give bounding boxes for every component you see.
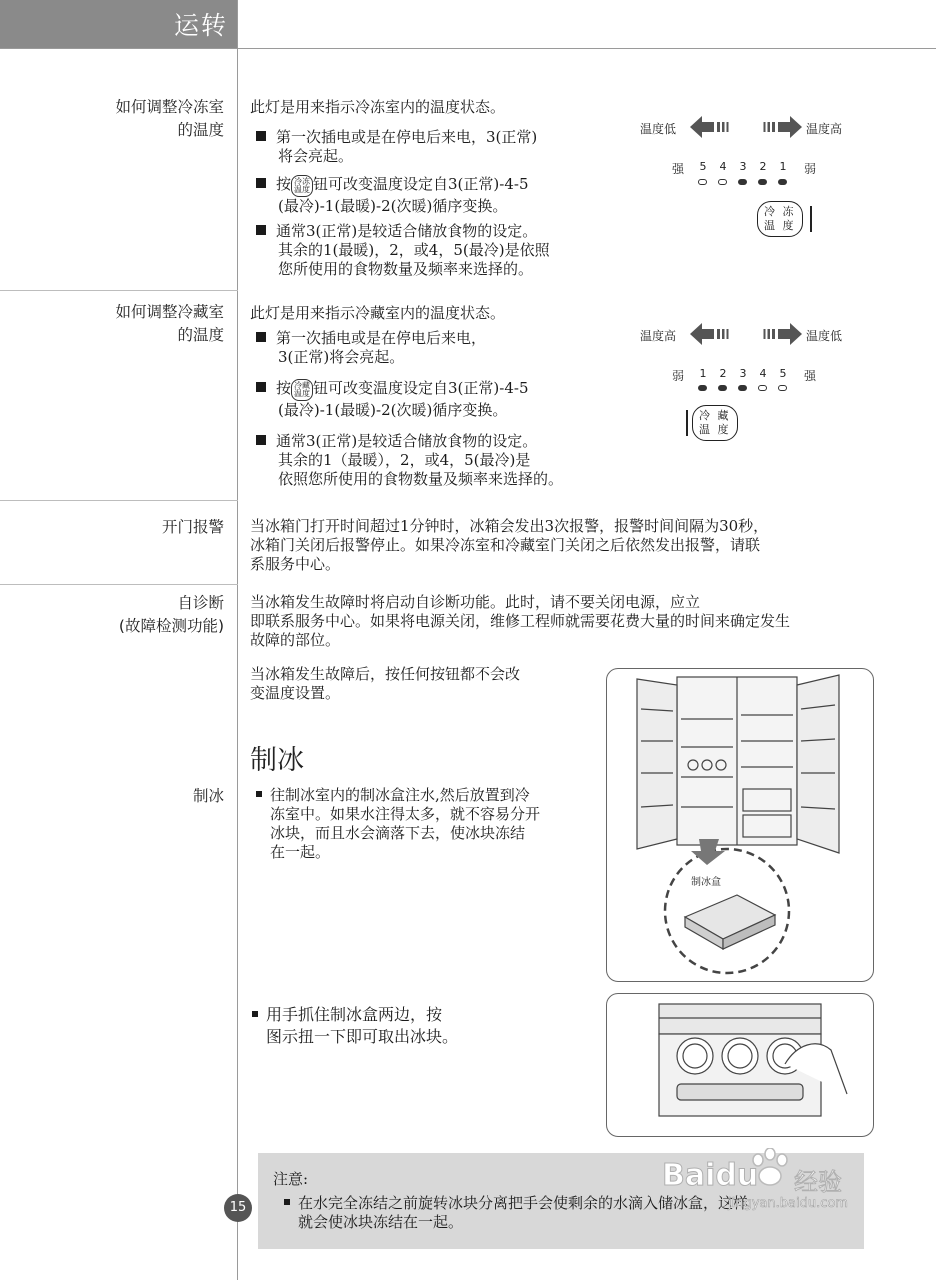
section-label-fridge (115, 301, 224, 347)
ice-tray-label: 制冰盒 (691, 877, 721, 888)
ice-twist-illustration (607, 994, 873, 1136)
page-title: 运转 (173, 11, 228, 40)
fridge-level-label: 5 (779, 367, 787, 380)
fridge-level-dot (758, 385, 767, 391)
fridge-level-label: 4 (759, 367, 767, 380)
freezer-strong-label: 强 (672, 162, 685, 176)
freezer-level-dot (778, 179, 787, 185)
section-label-ice: 制冰 (192, 787, 224, 805)
fridge-temp-key-icon: 冷藏 温度 (291, 379, 313, 401)
label-line: 的温度 (177, 326, 224, 344)
freezer-level-dot (738, 179, 747, 185)
bullet-square (284, 1199, 290, 1205)
page-number: 15 (224, 1194, 252, 1222)
fridge-bullet-3: 通常3(正常)是较适合储放食物的设定。 其余的1（最暖），2，或4，5(最冷)是 依照您所使用的食物数量及频率来选择的。 (256, 432, 563, 489)
label-line: 的温度 (177, 121, 224, 139)
freezer-temp-button[interactable]: 冷 冻 温 度 (757, 201, 803, 237)
section-label-self-diagnosis (119, 592, 224, 638)
open-fridge-illustration (607, 669, 873, 981)
ice-section-title: 制冰 (250, 745, 304, 776)
label-line: (故障检测功能) (118, 617, 224, 635)
section-rule (0, 290, 238, 291)
fridge-weak-label: 弱 (672, 369, 685, 383)
label-line: 如何调整冷冻室 (115, 98, 224, 116)
door-alarm-text: 当冰箱门打开时间超过1分钟时，冰箱会发出3次报警，报警时间间隔为30秒， 冰箱门关闭后报警停止。如果冷冻室和冷藏室门关闭之后依然发出报警，请联 系服务中心。 (250, 517, 769, 573)
fridge-level-dot (778, 385, 787, 391)
bullet-square (256, 332, 266, 342)
self-diagnosis-note: 当冰箱发生故障后，按任何按钮都不会改 变温度设置。 (250, 665, 521, 702)
arrow-right-icon (762, 116, 802, 138)
freezer-button-indicator (810, 206, 812, 232)
freezer-level-label: 2 (759, 160, 767, 173)
freezer-temp-key-icon: 冷冻 温度 (291, 175, 313, 197)
fridge-level-label: 3 (739, 367, 747, 380)
bullet-square (256, 131, 266, 141)
arrow-right-icon (762, 323, 802, 345)
fridge-level-label: 1 (699, 367, 707, 380)
fridge-strong-label: 强 (804, 369, 817, 383)
bullet-square (256, 225, 266, 235)
bullet-square (256, 178, 266, 188)
column-divider (237, 0, 238, 1280)
section-label-freezer (115, 96, 224, 142)
freezer-level-label: 1 (779, 160, 787, 173)
section-rule (0, 500, 238, 501)
section-label-door-alarm: 开门报警 (161, 518, 224, 536)
fridge-intro: 此灯是用来指示冷藏室内的温度状态。 (250, 304, 506, 322)
freezer-level-label: 4 (719, 160, 727, 173)
fridge-bullet-2: 按 冷藏 温度 钮可改变温度设定自3(正常)-4-5 (最冷)-1(最暖)-2(次暖)循序变换。 (256, 379, 529, 420)
freezer-intro: 此灯是用来指示冷冻室内的温度状态。 (250, 98, 506, 116)
freezer-level-dot (718, 179, 727, 185)
bullet-square (252, 1011, 258, 1017)
fridge-button-indicator (686, 410, 688, 436)
section-rule (0, 584, 238, 585)
fridge-level-label: 2 (719, 367, 727, 380)
label-line: 自诊断 (177, 594, 224, 612)
header-divider (0, 48, 936, 49)
watermark-brand: Baidu (662, 1158, 759, 1193)
fridge-temp-button[interactable]: 冷 藏 温 度 (692, 405, 738, 441)
watermark-suffix: 经验 (794, 1168, 842, 1196)
freezer-bullet-3: 通常3(正常)是较适合储放食物的设定。 其余的1(最暖)，2，或4，5(最冷)是依照 您所使用的食物数量及频率来选择的。 (256, 222, 550, 279)
label-line: 如何调整冷藏室 (115, 303, 224, 321)
fridge-temp-low-label: 温度低 (806, 329, 843, 343)
freezer-temp-low-label: 温度低 (640, 122, 677, 136)
fridge-temp-high-label: 温度高 (640, 329, 677, 343)
freezer-bullet-1: 第一次插电或是在停电后来电，3(正常) 将会亮起。 (256, 128, 537, 166)
caution-note-title: 注意: (273, 1170, 309, 1188)
bullet-square (256, 791, 262, 797)
freezer-temp-high-label: 温度高 (806, 122, 843, 136)
ice-twist-illustration-frame (606, 993, 874, 1137)
freezer-level-dot (698, 179, 707, 185)
ice-bullet-2: 用手抓住制冰盒两边，按 图示扭一下即可取出冰块。 (252, 1004, 458, 1048)
fridge-level-dot (698, 385, 707, 391)
fridge-illustration-frame (606, 668, 874, 982)
freezer-level-label: 5 (699, 160, 707, 173)
freezer-weak-label: 弱 (804, 162, 817, 176)
watermark-url: jingyan.baidu.com (728, 1196, 848, 1211)
bullet-square (256, 382, 266, 392)
self-diagnosis-text: 当冰箱发生故障时将启动自诊断功能。此时，请不要关闭电源，应立 即联系服务中心。如果将电源关闭，维修工程师就需要花费大量的时间来确定发生 故障的部位。 (250, 593, 791, 649)
arrow-left-icon (690, 323, 730, 345)
ice-bullet-1: 往制冰室内的制冰盒注水,然后放置到冷 冻室中。如果水注得太多，就不容易分开 冰块，而且水会滴落下去，使冰块冻结 在一起。 (256, 786, 540, 862)
caution-note-text: 在水完全冻结之前旋转冰块分离把手会使剩余的水滴入储冰盒，这样 就会使冰块冻结在一起。 (284, 1194, 748, 1232)
freezer-level-label: 3 (739, 160, 747, 173)
fridge-level-dot (738, 385, 747, 391)
bullet-square (256, 435, 266, 445)
freezer-bullet-2: 按 冷冻 温度 钮可改变温度设定自3(正常)-4-5 (最冷)-1(最暖)-2(次暖)循序变换。 (256, 175, 529, 216)
freezer-level-dot (758, 179, 767, 185)
fridge-level-dot (718, 385, 727, 391)
arrow-left-icon (690, 116, 730, 138)
fridge-bullet-1: 第一次插电或是在停电后来电， 3(正常)将会亮起。 (256, 329, 486, 367)
